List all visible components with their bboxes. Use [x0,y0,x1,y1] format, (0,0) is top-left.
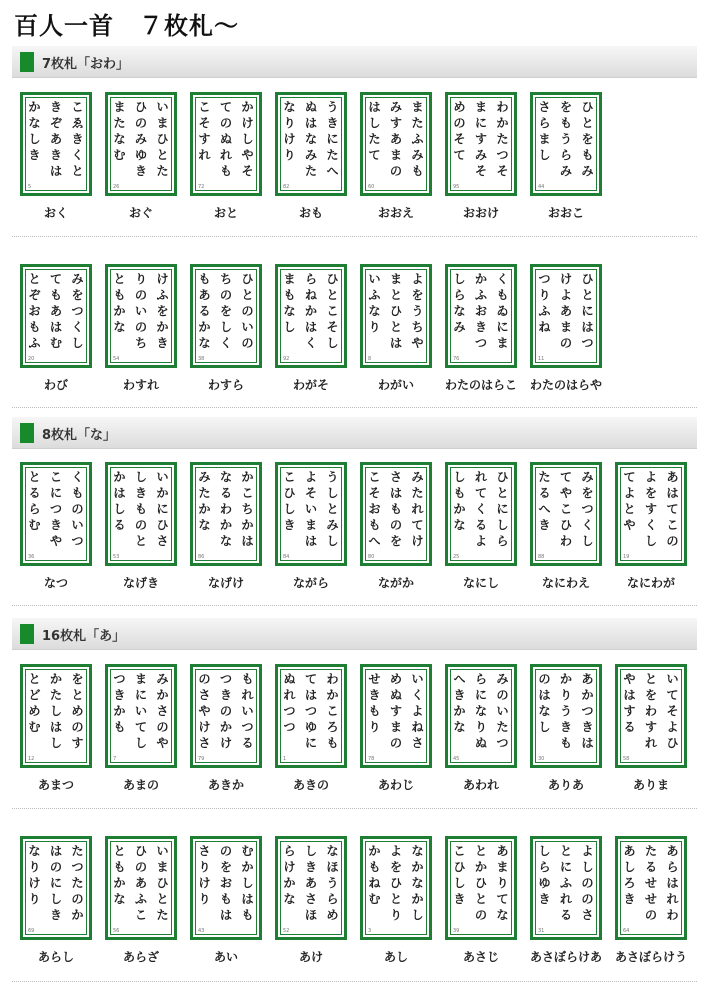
card-number: 30 [538,756,545,762]
card-label: おおけ [462,206,499,220]
card-label: わたのはらや [529,378,602,392]
card-verse [367,843,425,925]
verse-column: ひ の み ゆ き [134,100,147,178]
card-number: 52 [283,928,290,934]
karuta-card[interactable] [360,664,432,768]
card-number: 95 [453,184,460,190]
section-title: 8枚札「な」 [42,428,117,443]
verse-column: ま た な む [113,100,126,162]
card-number: 7 [113,756,117,762]
card-number: 20 [28,356,35,362]
card-number: 26 [113,184,120,190]
karuta-card[interactable] [20,664,92,768]
card-label: わたのはらこ [444,378,517,392]
card-verse [112,99,170,181]
karuta-card[interactable] [105,462,177,566]
karuta-card[interactable] [275,92,347,196]
karuta-card[interactable] [190,264,262,368]
card-number: 11 [538,356,545,362]
verse-column: て も あ は む [49,272,62,350]
card-label: ながら [292,576,329,590]
verse-column: な り け り [283,100,296,162]
card-label: あい [213,950,238,964]
verse-column: か け し や そ [241,100,254,178]
card-number: 78 [368,756,375,762]
verse-column: ら に な り ぬ [474,672,487,750]
card-verse [282,99,340,181]
verse-column: と る ら む [28,470,41,532]
card-number: 72 [198,184,205,190]
verse-column: ぬ は な み た [304,100,317,178]
verse-column: よ を う ち や [411,272,424,350]
karuta-card[interactable] [445,92,517,196]
verse-column: い ま ひ と た [156,100,169,178]
verse-column: つ り ふ ね [538,272,551,334]
verse-column: ま と ひ と は [389,272,402,350]
karuta-card[interactable] [20,92,92,196]
verse-column: あ は て こ の [666,470,679,548]
verse-column: わ か た つ そ [496,100,509,178]
verse-column: い ま ひ と た [156,844,169,922]
card-number: 86 [198,554,205,560]
verse-column: し き あ さ ほ [304,844,317,922]
card-row [0,462,709,590]
card-label: なげけ [207,576,244,590]
verse-column: い か に ひ さ [156,470,169,548]
card-verse [452,671,510,753]
karuta-card[interactable] [20,462,92,566]
karuta-card[interactable] [445,664,517,768]
card-verse [622,469,680,551]
card-verse [27,99,85,181]
karuta-card[interactable] [190,664,262,768]
verse-column: か た し は し [49,672,62,750]
verse-column: み を つ く し [71,272,84,350]
verse-column: う し と み し [326,470,339,548]
card-verse [537,469,595,551]
card-verse [622,671,680,753]
verse-column: な か な か し [411,844,424,922]
verse-column: つ き か も [113,672,126,734]
card-number: 58 [623,756,630,762]
card-verse [452,99,510,181]
verse-column: ま に す み そ [474,100,487,178]
verse-column: か な し き [28,100,41,162]
verse-column: こ ひ し き [283,470,296,532]
verse-column: を も う ら み [559,100,572,178]
verse-column: ひ と の い の [241,272,254,350]
karuta-card[interactable] [190,462,262,566]
card-verse [282,469,340,551]
verse-column: あ ら は れ わ [666,844,679,922]
verse-column: き ぞ あ き は [49,100,62,178]
verse-column: と に ふ れ る [559,844,572,922]
card-verse [537,271,595,353]
verse-column: と ぞ お も ふ [28,272,41,350]
verse-column: い て そ よ ひ [666,672,679,750]
verse-column: か り う き も [559,672,572,750]
karuta-card[interactable] [445,836,517,940]
card-label: あわじ [377,778,414,792]
card-label: おと [213,206,238,220]
card-label: あきか [207,778,244,792]
karuta-card[interactable] [275,462,347,566]
card-verse [197,99,255,181]
karuta-card[interactable] [615,664,687,768]
verse-column: し ら ゆ き [538,844,551,906]
card-label: わび [43,378,68,392]
card-verse [367,671,425,753]
verse-column: た る せ せ の [644,844,657,922]
verse-column: め の そ て [453,100,466,162]
verse-column: し き も の と [134,470,147,548]
card-verse [282,271,340,353]
card-row [0,664,709,792]
card-verse [367,99,425,181]
karuta-card[interactable] [445,462,517,566]
verse-column: も れ い つ る [241,672,254,750]
verse-column: さ ら ま し [538,100,551,162]
card-number: 12 [28,756,35,762]
card-number: 19 [623,554,630,560]
verse-column: な る わ か な [219,470,232,548]
dotted-divider [12,236,697,237]
verse-column: つ き の か け [219,672,232,750]
dotted-divider [12,407,697,408]
card-label: あまつ [37,778,74,792]
verse-column: て や こ ひ わ [559,470,572,548]
verse-column: み か さ の や [156,672,169,750]
card-number: 39 [453,928,460,934]
verse-column: ひ の あ ふ こ [134,844,147,922]
karuta-card[interactable] [190,836,262,940]
karuta-card[interactable] [20,836,92,940]
card-number: 53 [113,554,120,560]
card-label: あけ [298,950,323,964]
verse-column: ま に い て し [134,672,147,750]
verse-column: な り け り [28,844,41,906]
card-number: 80 [368,554,375,560]
karuta-card[interactable] [360,92,432,196]
card-label: わがい [377,378,414,392]
card-label: あまの [122,778,159,792]
card-verse [27,671,85,753]
verse-column: こ そ す れ [198,100,211,162]
card-label: わすら [207,378,244,392]
verse-column: ひ と を も み [581,100,594,178]
verse-column: く も ゐ に ま [496,272,509,350]
karuta-card[interactable] [20,264,92,368]
verse-column: み を つ く し [581,470,594,548]
card-label: あきの [292,778,329,792]
card-number: 8 [368,356,372,362]
card-label: わすれ [122,378,159,392]
card-label: あらし [37,950,74,964]
karuta-card[interactable] [445,264,517,368]
karuta-card[interactable] [530,836,602,940]
card-label: おく [43,206,68,220]
verse-column: よ そ い ま は [304,470,317,548]
karuta-card[interactable] [615,462,687,566]
card-number: 92 [283,356,290,362]
verse-column: ひ と に し ら [496,470,509,548]
verse-column: あ か つ き は [581,672,594,750]
card-number: 1 [283,756,287,762]
card-number: 82 [283,184,290,190]
card-label: あさぼらけう [614,950,687,964]
verse-column: い ふ な り [368,272,381,334]
verse-column: て よ と や [623,470,636,532]
card-verse [622,843,680,925]
verse-column: の は な し [538,672,551,734]
verse-column: さ り け り [198,844,211,906]
karuta-card[interactable] [530,462,602,566]
verse-column: と も か な [113,844,126,906]
karuta-card[interactable] [530,664,602,768]
verse-column: こ に つ き や [49,470,62,548]
section-marker [20,52,34,72]
verse-column: へ き か な [453,672,466,734]
card-verse [367,271,425,353]
karuta-card[interactable] [615,836,687,940]
verse-column: か ふ お き つ [474,272,487,350]
card-verse [112,469,170,551]
card-number: 5 [28,184,32,190]
card-label: なにし [462,576,499,590]
card-verse [197,469,255,551]
verse-column: ち の を し く [219,272,232,350]
karuta-card[interactable] [360,836,432,940]
card-number: 43 [198,928,205,934]
card-label: わがそ [292,378,329,392]
section-marker [20,624,34,644]
card-verse [282,843,340,925]
verse-column: み た れ て け [411,470,424,548]
card-number: 31 [538,928,545,934]
card-verse [27,469,85,551]
card-verse [197,671,255,753]
verse-column: み す あ ま の [389,100,402,178]
card-number: 56 [113,928,120,934]
verse-column: わ か こ ろ も [326,672,339,750]
verse-column: か こ ち か は [241,470,254,548]
card-verse [452,271,510,353]
section-title: 16枚札「あ」 [42,629,126,644]
card-label: おも [298,206,323,220]
card-number: 88 [538,554,545,560]
verse-column: を と め の す [71,672,84,750]
page-title: 百人一首 ７枚札～ [14,12,239,40]
verse-column: も あ る か な [198,272,211,350]
verse-column: の を お も は [219,844,232,922]
karuta-card[interactable] [530,92,602,196]
card-number: 69 [28,928,35,934]
verse-column: ら ね か は く [304,272,317,350]
verse-column: の さ や け さ [198,672,211,750]
karuta-card[interactable] [275,836,347,940]
verse-column: と を わ す れ [644,672,657,750]
verse-column: か も ね む [368,844,381,906]
verse-column: し ら な み [453,272,466,334]
card-verse [27,271,85,353]
card-verse [197,271,255,353]
verse-column: せ き も り [368,672,381,734]
section-header [12,417,697,449]
card-label: なつ [43,576,68,590]
card-number: 79 [198,756,205,762]
card-number: 36 [28,554,35,560]
card-verse [537,843,595,925]
card-verse [27,843,85,925]
verse-column: み の い た つ [496,672,509,750]
verse-column: け ふ を か き [156,272,169,350]
karuta-card[interactable] [360,462,432,566]
verse-column: な ほ う ら め [326,844,339,922]
section-header [12,46,697,78]
verse-column: み た か な [198,470,211,532]
card-label: なにわえ [541,576,590,590]
verse-column: ら け か な [283,844,296,906]
card-label: なにわが [626,576,675,590]
card-number: 54 [113,356,120,362]
verse-column: ひ と こ そ し [326,272,339,350]
verse-column: う き に た へ [326,100,339,178]
verse-column: れ て く る よ [474,470,487,548]
verse-column: と も か な [113,272,126,334]
karuta-card[interactable] [105,664,177,768]
card-verse [282,671,340,753]
verse-column: て は つ ゆ に [304,672,317,750]
card-verse [197,843,255,925]
verse-column: よ を す く し [644,470,657,548]
card-row [0,264,709,392]
karuta-card[interactable] [105,264,177,368]
card-number: 44 [538,184,545,190]
card-label: あさぼらけあ [529,950,602,964]
verse-column: さ は も の を [389,470,402,548]
card-verse [112,843,170,925]
card-verse [112,271,170,353]
dotted-divider [12,808,697,809]
dotted-divider [12,605,697,606]
verse-column: た る へ き [538,470,551,532]
card-number: 25 [453,554,460,560]
verse-column: あ し ろ き [623,844,636,906]
card-label: ありあ [547,778,584,792]
card-verse [537,99,595,181]
karuta-card[interactable] [105,92,177,196]
verse-column: や は す る [623,672,636,734]
verse-column: あ ま り て な [496,844,509,922]
karuta-card[interactable] [190,92,262,196]
card-verse [367,469,425,551]
card-row [0,92,709,220]
verse-column: こ ひ し き [453,844,466,906]
verse-column: は の に し き [49,844,62,922]
verse-column: い く よ ね さ [411,672,424,750]
karuta-card[interactable] [360,264,432,368]
karuta-card[interactable] [275,264,347,368]
card-number: 76 [453,356,460,362]
card-label: ありま [632,778,669,792]
card-label: あらざ [122,950,159,964]
section-marker [20,423,34,443]
verse-column: て の ぬ れ も [219,100,232,178]
card-label: おおこ [547,206,584,220]
card-label: あわれ [462,778,499,792]
verse-column: む か し は も [241,844,254,922]
karuta-card[interactable] [275,664,347,768]
verse-column: か は し る [113,470,126,532]
karuta-card[interactable] [530,264,602,368]
card-verse [112,671,170,753]
verse-column: ひ と に は つ [581,272,594,350]
verse-column: ま た ふ み も [411,100,424,178]
card-label: ながか [377,576,414,590]
card-number: 84 [283,554,290,560]
card-number: 3 [368,928,372,934]
verse-column: ぬ れ つ つ [283,672,296,734]
verse-column: り の い の ち [134,272,147,350]
verse-column: く も の い つ [71,470,84,548]
card-label: あし [383,950,408,964]
verse-column: め ぬ す ま の [389,672,402,750]
dotted-divider [12,981,697,982]
card-row [0,836,709,964]
card-number: 38 [198,356,205,362]
section-header [12,618,697,650]
verse-column: け よ あ ま の [559,272,572,350]
verse-column: た つ た の か [71,844,84,922]
card-label: おおえ [377,206,414,220]
verse-column: ま も な し [283,272,296,334]
card-number: 64 [623,928,630,934]
verse-column: こ ゑ き く と [71,100,84,178]
karuta-card[interactable] [105,836,177,940]
card-label: おぐ [128,206,153,220]
verse-column: よ し の の さ [581,844,594,922]
card-number: 45 [453,756,460,762]
verse-column: よ を ひ と り [389,844,402,922]
card-label: なげき [122,576,159,590]
card-verse [452,469,510,551]
verse-column: し も か な [453,470,466,532]
card-number: 60 [368,184,375,190]
verse-column: は し た て [368,100,381,162]
card-label: あさじ [462,950,499,964]
card-verse [537,671,595,753]
verse-column: こ そ お も へ [368,470,381,548]
section-title: 7枚札「おわ」 [42,57,130,72]
verse-column: と か ひ と の [474,844,487,922]
verse-column: と ど め む [28,672,41,734]
card-verse [452,843,510,925]
